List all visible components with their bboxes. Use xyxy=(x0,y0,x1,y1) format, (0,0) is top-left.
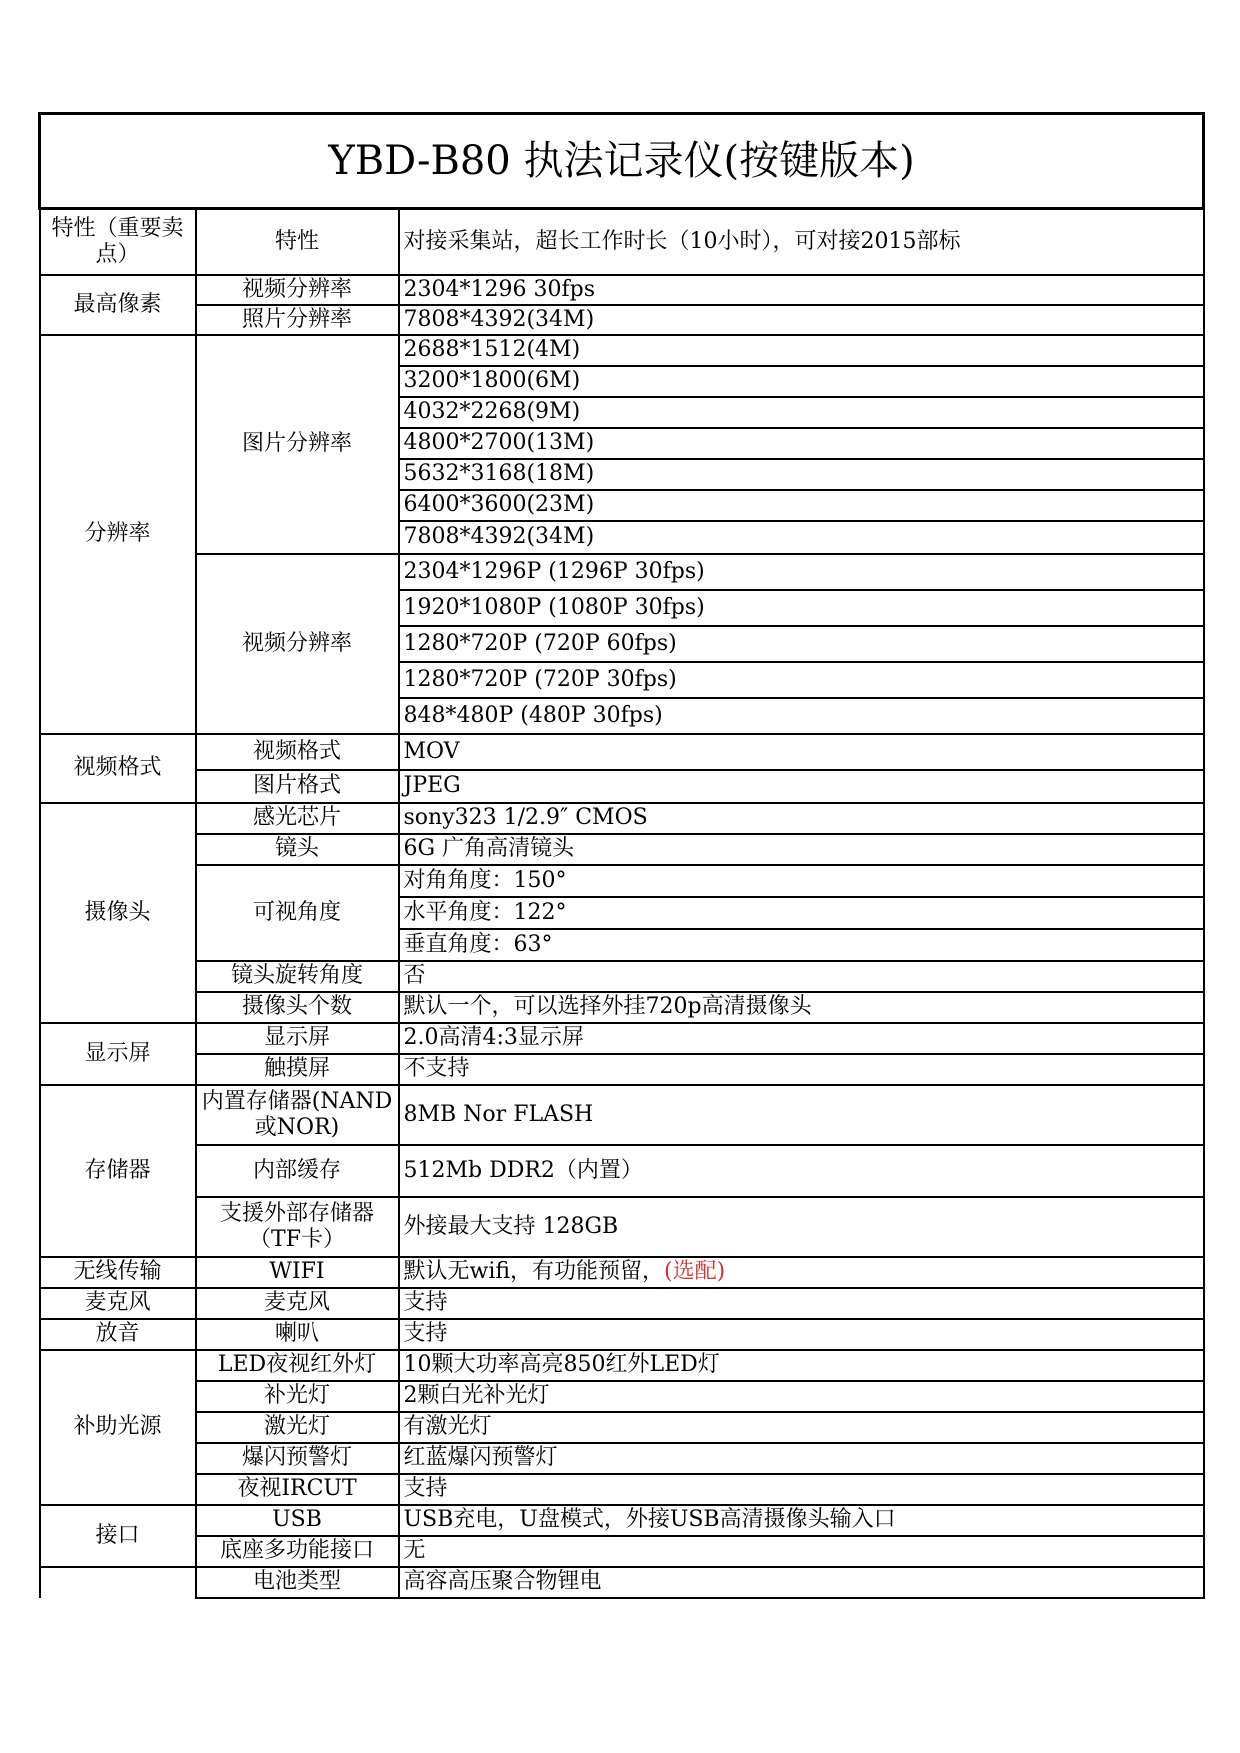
ir-light-value: 10颗大功率高亮850红外LED灯 xyxy=(399,1350,1204,1381)
dock-label: 底座多功能接口 xyxy=(196,1536,399,1567)
video-resolution-option: 1920*1080P (1080P 30fps) xyxy=(399,590,1204,626)
video-resolution-label: 视频分辨率 xyxy=(196,275,399,305)
sensor-value: sony323 1/2.9″ CMOS xyxy=(399,803,1204,834)
table-row xyxy=(40,335,1204,366)
battery-label: 电池类型 xyxy=(196,1567,399,1598)
category-battery xyxy=(40,1567,196,1598)
page-title: YBD-B80 执法记录仪(按键版本) xyxy=(40,114,1204,209)
view-angle-label: 可视角度 xyxy=(196,865,399,961)
camera-count-value: 默认一个，可以选择外挂720p高清摄像头 xyxy=(399,992,1204,1023)
table-row xyxy=(40,1412,1204,1443)
table-row xyxy=(40,1536,1204,1567)
table-row xyxy=(40,1085,1204,1145)
table-row xyxy=(40,1505,1204,1536)
builtin-storage-value: 8MB Nor FLASH xyxy=(399,1085,1204,1145)
table-row xyxy=(40,803,1204,834)
feature-value: 对接采集站，超长工作时长（10小时），可对接2015部标 xyxy=(399,209,1204,275)
feature-label: 特性 xyxy=(196,209,399,275)
image-resolution-value: 4032*2268(9M) xyxy=(399,397,1204,428)
table-row xyxy=(40,1474,1204,1505)
camera-count-label: 摄像头个数 xyxy=(196,992,399,1023)
flash-warning-value: 红蓝爆闪预警灯 xyxy=(399,1443,1204,1474)
lens-value: 6G 广角高清镜头 xyxy=(399,834,1204,865)
video-resolution-option: 848*480P (480P 30fps) xyxy=(399,698,1204,734)
table-row xyxy=(40,734,1204,770)
table-row xyxy=(40,1054,1204,1085)
touch-value: 不支持 xyxy=(399,1054,1204,1085)
flash-warning-label: 爆闪预警灯 xyxy=(196,1443,399,1474)
table-row xyxy=(40,1350,1204,1381)
table-row xyxy=(40,305,1204,335)
speaker-value: 支持 xyxy=(399,1319,1204,1350)
spec-table xyxy=(38,112,1205,1599)
category-microphone: 麦克风 xyxy=(40,1288,196,1319)
category-storage: 存储器 xyxy=(40,1085,196,1257)
category-wireless: 无线传输 xyxy=(40,1257,196,1288)
table-row xyxy=(40,209,1204,275)
sensor-label: 感光芯片 xyxy=(196,803,399,834)
category-camera: 摄像头 xyxy=(40,803,196,1023)
video-format-value: MOV xyxy=(399,734,1204,770)
table-row xyxy=(40,1257,1204,1288)
photo-resolution-label: 照片分辨率 xyxy=(196,305,399,335)
video-resolution-option: 1280*720P (720P 60fps) xyxy=(399,626,1204,662)
image-resolution-value: 5632*3168(18M) xyxy=(399,459,1204,490)
lens-rotation-label: 镜头旋转角度 xyxy=(196,961,399,992)
microphone-value: 支持 xyxy=(399,1288,1204,1319)
category-format: 视频格式 xyxy=(40,734,196,803)
external-storage-value: 外接最大支持 128GB xyxy=(399,1197,1204,1257)
usb-value: USB充电，U盘模式，外接USB高清摄像头输入口 xyxy=(399,1505,1204,1536)
usb-label: USB xyxy=(196,1505,399,1536)
view-angle-value: 水平角度：122° xyxy=(399,897,1204,929)
table-row xyxy=(40,1197,1204,1257)
table-row xyxy=(40,1145,1204,1197)
table-row xyxy=(40,1443,1204,1474)
cache-value: 512Mb DDR2（内置） xyxy=(399,1145,1204,1197)
image-resolution-value: 7808*4392(34M) xyxy=(399,521,1204,554)
cache-label: 内部缓存 xyxy=(196,1145,399,1197)
category-lighting: 补助光源 xyxy=(40,1350,196,1505)
category-max-pixels: 最高像素 xyxy=(40,275,196,335)
image-resolution-value: 6400*3600(23M) xyxy=(399,490,1204,521)
video-resolution-option: 2304*1296P (1296P 30fps) xyxy=(399,554,1204,590)
image-resolution-value: 3200*1800(6M) xyxy=(399,366,1204,397)
category-features: 特性（重要卖点） xyxy=(40,209,196,275)
table-row xyxy=(40,992,1204,1023)
table-row xyxy=(40,1567,1204,1598)
lens-label: 镜头 xyxy=(196,834,399,865)
ircut-label: 夜视IRCUT xyxy=(196,1474,399,1505)
category-resolution: 分辨率 xyxy=(40,335,196,734)
view-angle-value: 对角角度：150° xyxy=(399,865,1204,897)
video-resolution-value: 2304*1296 30fps xyxy=(399,275,1204,305)
fill-light-label: 补光灯 xyxy=(196,1381,399,1412)
table-row xyxy=(40,1319,1204,1350)
category-display: 显示屏 xyxy=(40,1023,196,1085)
touch-label: 触摸屏 xyxy=(196,1054,399,1085)
video-resolution-option: 1280*720P (720P 30fps) xyxy=(399,662,1204,698)
speaker-label: 喇叭 xyxy=(196,1319,399,1350)
optional-note: (选配) xyxy=(664,1259,726,1284)
video-resolution-list-label: 视频分辨率 xyxy=(196,554,399,734)
laser-label: 激光灯 xyxy=(196,1412,399,1443)
external-storage-label: 支援外部存储器（TF卡） xyxy=(196,1197,399,1257)
table-row xyxy=(40,770,1204,803)
battery-value: 高容高压聚合物锂电 xyxy=(399,1567,1204,1598)
table-row xyxy=(40,275,1204,305)
image-resolution-label: 图片分辨率 xyxy=(196,335,399,554)
table-row xyxy=(40,554,1204,590)
category-interface: 接口 xyxy=(40,1505,196,1567)
dock-value: 无 xyxy=(399,1536,1204,1567)
table-row xyxy=(40,1288,1204,1319)
wifi-value xyxy=(399,1257,1204,1288)
video-format-label: 视频格式 xyxy=(196,734,399,770)
view-angle-value: 垂直角度：63° xyxy=(399,929,1204,961)
table-row xyxy=(40,1381,1204,1412)
photo-resolution-value: 7808*4392(34M) xyxy=(399,305,1204,335)
lens-rotation-value: 否 xyxy=(399,961,1204,992)
image-format-value: JPEG xyxy=(399,770,1204,803)
ircut-value: 支持 xyxy=(399,1474,1204,1505)
table-row xyxy=(40,1023,1204,1054)
fill-light-value: 2颗白光补光灯 xyxy=(399,1381,1204,1412)
screen-label: 显示屏 xyxy=(196,1023,399,1054)
wifi-label: WIFI xyxy=(196,1257,399,1288)
category-playback: 放音 xyxy=(40,1319,196,1350)
table-row xyxy=(40,865,1204,897)
image-resolution-value: 2688*1512(4M) xyxy=(399,335,1204,366)
microphone-label: 麦克风 xyxy=(196,1288,399,1319)
screen-value: 2.0高清4:3显示屏 xyxy=(399,1023,1204,1054)
laser-value: 有激光灯 xyxy=(399,1412,1204,1443)
title-row xyxy=(40,114,1204,209)
table-row xyxy=(40,961,1204,992)
table-row xyxy=(40,834,1204,865)
image-format-label: 图片格式 xyxy=(196,770,399,803)
builtin-storage-label: 内置存储器(NAND或NOR) xyxy=(196,1085,399,1145)
image-resolution-value: 4800*2700(13M) xyxy=(399,428,1204,459)
wifi-value-text: 默认无wifi，有功能预留， xyxy=(403,1259,665,1284)
ir-light-label: LED夜视红外灯 xyxy=(196,1350,399,1381)
